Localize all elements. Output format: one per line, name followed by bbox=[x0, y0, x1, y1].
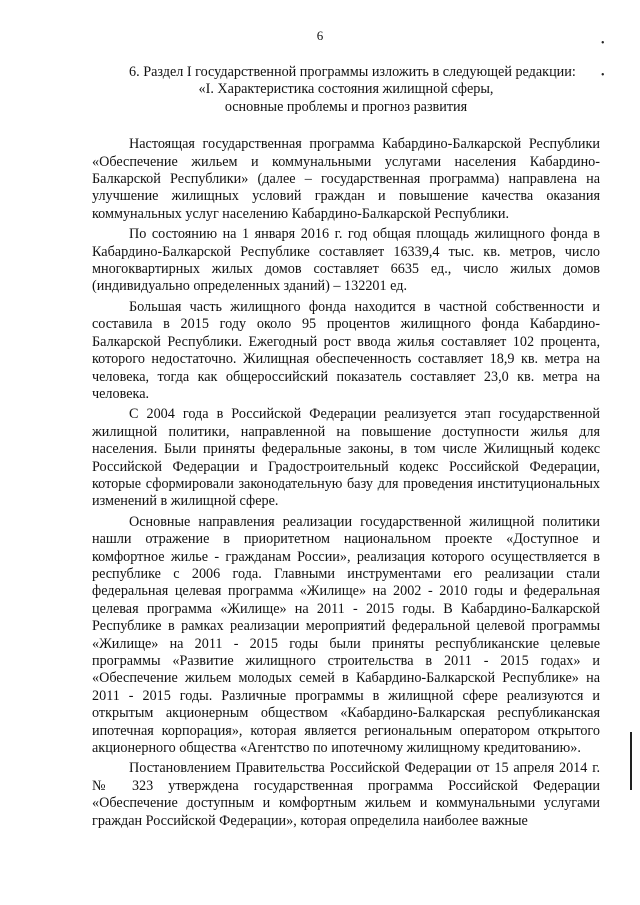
paragraph-1: Настоящая государственная программа Кабардино-Балкарской Республики «Обеспечение жильем и коммунальными услугами населения Кабардино-Балкарской Республики» (далее – государственная программа) направлена на улучшение жилищных условий граждан и повышение качества оказания коммунальных услуг населению Кабардино-Балкарской Республики. bbox=[92, 136, 600, 222]
paragraph-3: Большая часть жилищного фонда находится в частной собственности и составила в 2015 году около 95 процентов жилищного фонда Кабардино-Балкарской Республики. Ежегодный рост ввода жилья составляет 102 процента, которого недостаточно. Жилищная обеспеченность составляет 18,9 кв. метра на человека, тогда как общероссийский показатель составляет 23,0 кв. метра на человека. bbox=[92, 298, 600, 402]
section-intro: 6. Раздел I государственной программы изложить в следующей редакции: bbox=[129, 64, 576, 80]
scan-speck: • bbox=[601, 38, 605, 49]
section-heading bbox=[92, 81, 600, 116]
paragraph-5: Основные направления реализации государственной жилищной политики нашли отражение в приоритетном национальном проекте «Доступное и комфортное жилье - гражданам России», реализация которого осуществляется в республике с 2006 года. Главными инструментами его реализации стали федеральная целевая программа «Жилище» на 2002 - 2010 годы и федеральная целевая программа «Жилище» на 2011 - 2015 годы. В Кабардино-Балкарской Республике в рамках реализации мероприятий федеральной целевой программы «Жилище» на 2011 - 2015 годы были приняты республиканские целевые программы «Развитие жилищного строительства в 2011 - 2015 годах» и «Обеспечение жильем молодых семей в Кабардино-Балкарской Республике» на 2011 - 2015 годы. Различные программы в жилищной сфере реализуются и открытым акционерным обществом «Кабардино-Балкарская республиканская ипотечная корпорация», которая является региональным оператором открытого акционерного общества «Агентство по ипотечному жилищному кредитованию». bbox=[92, 513, 600, 757]
paragraph-6: Постановлением Правительства Российской Федерации от 15 апреля 2014 г. № 323 утверждена государственная программа Российской Федерации «Обеспечение доступным и комфортным жильем и коммунальными услугами граждан Российской Федерации», которая определила наиболее важные bbox=[92, 760, 600, 829]
paragraph-4: С 2004 года в Российской Федерации реализуется этап государственной жилищной политики, направленной на повышение доступности жилья для населения. Были приняты федеральные законы, в том числе Жилищный кодекс Российской Федерации и Градостроительный кодекс Российской Федерации, которые сформировали законодательную базу для проведения институциональных изменений в жилищной сфере. bbox=[92, 406, 600, 510]
scan-speck: • bbox=[601, 70, 605, 81]
page-number: 6 bbox=[316, 28, 324, 43]
document-body bbox=[92, 64, 600, 830]
section-heading-line-2: основные проблемы и прогноз развития bbox=[224, 98, 468, 115]
scan-edge-mark bbox=[630, 732, 632, 790]
section-heading-line-1: «I. Характеристика состояния жилищной сферы, bbox=[198, 81, 494, 98]
paragraph-2: По состоянию на 1 января 2016 г. год общая площадь жилищного фонда в Кабардино-Балкарской Республике составляет 16339,4 тыс. кв. метров, число многоквартирных жилых домов составляет 6635 ед., число жилых домов (индивидуально определенных зданий) – 132201 ед. bbox=[92, 226, 600, 295]
